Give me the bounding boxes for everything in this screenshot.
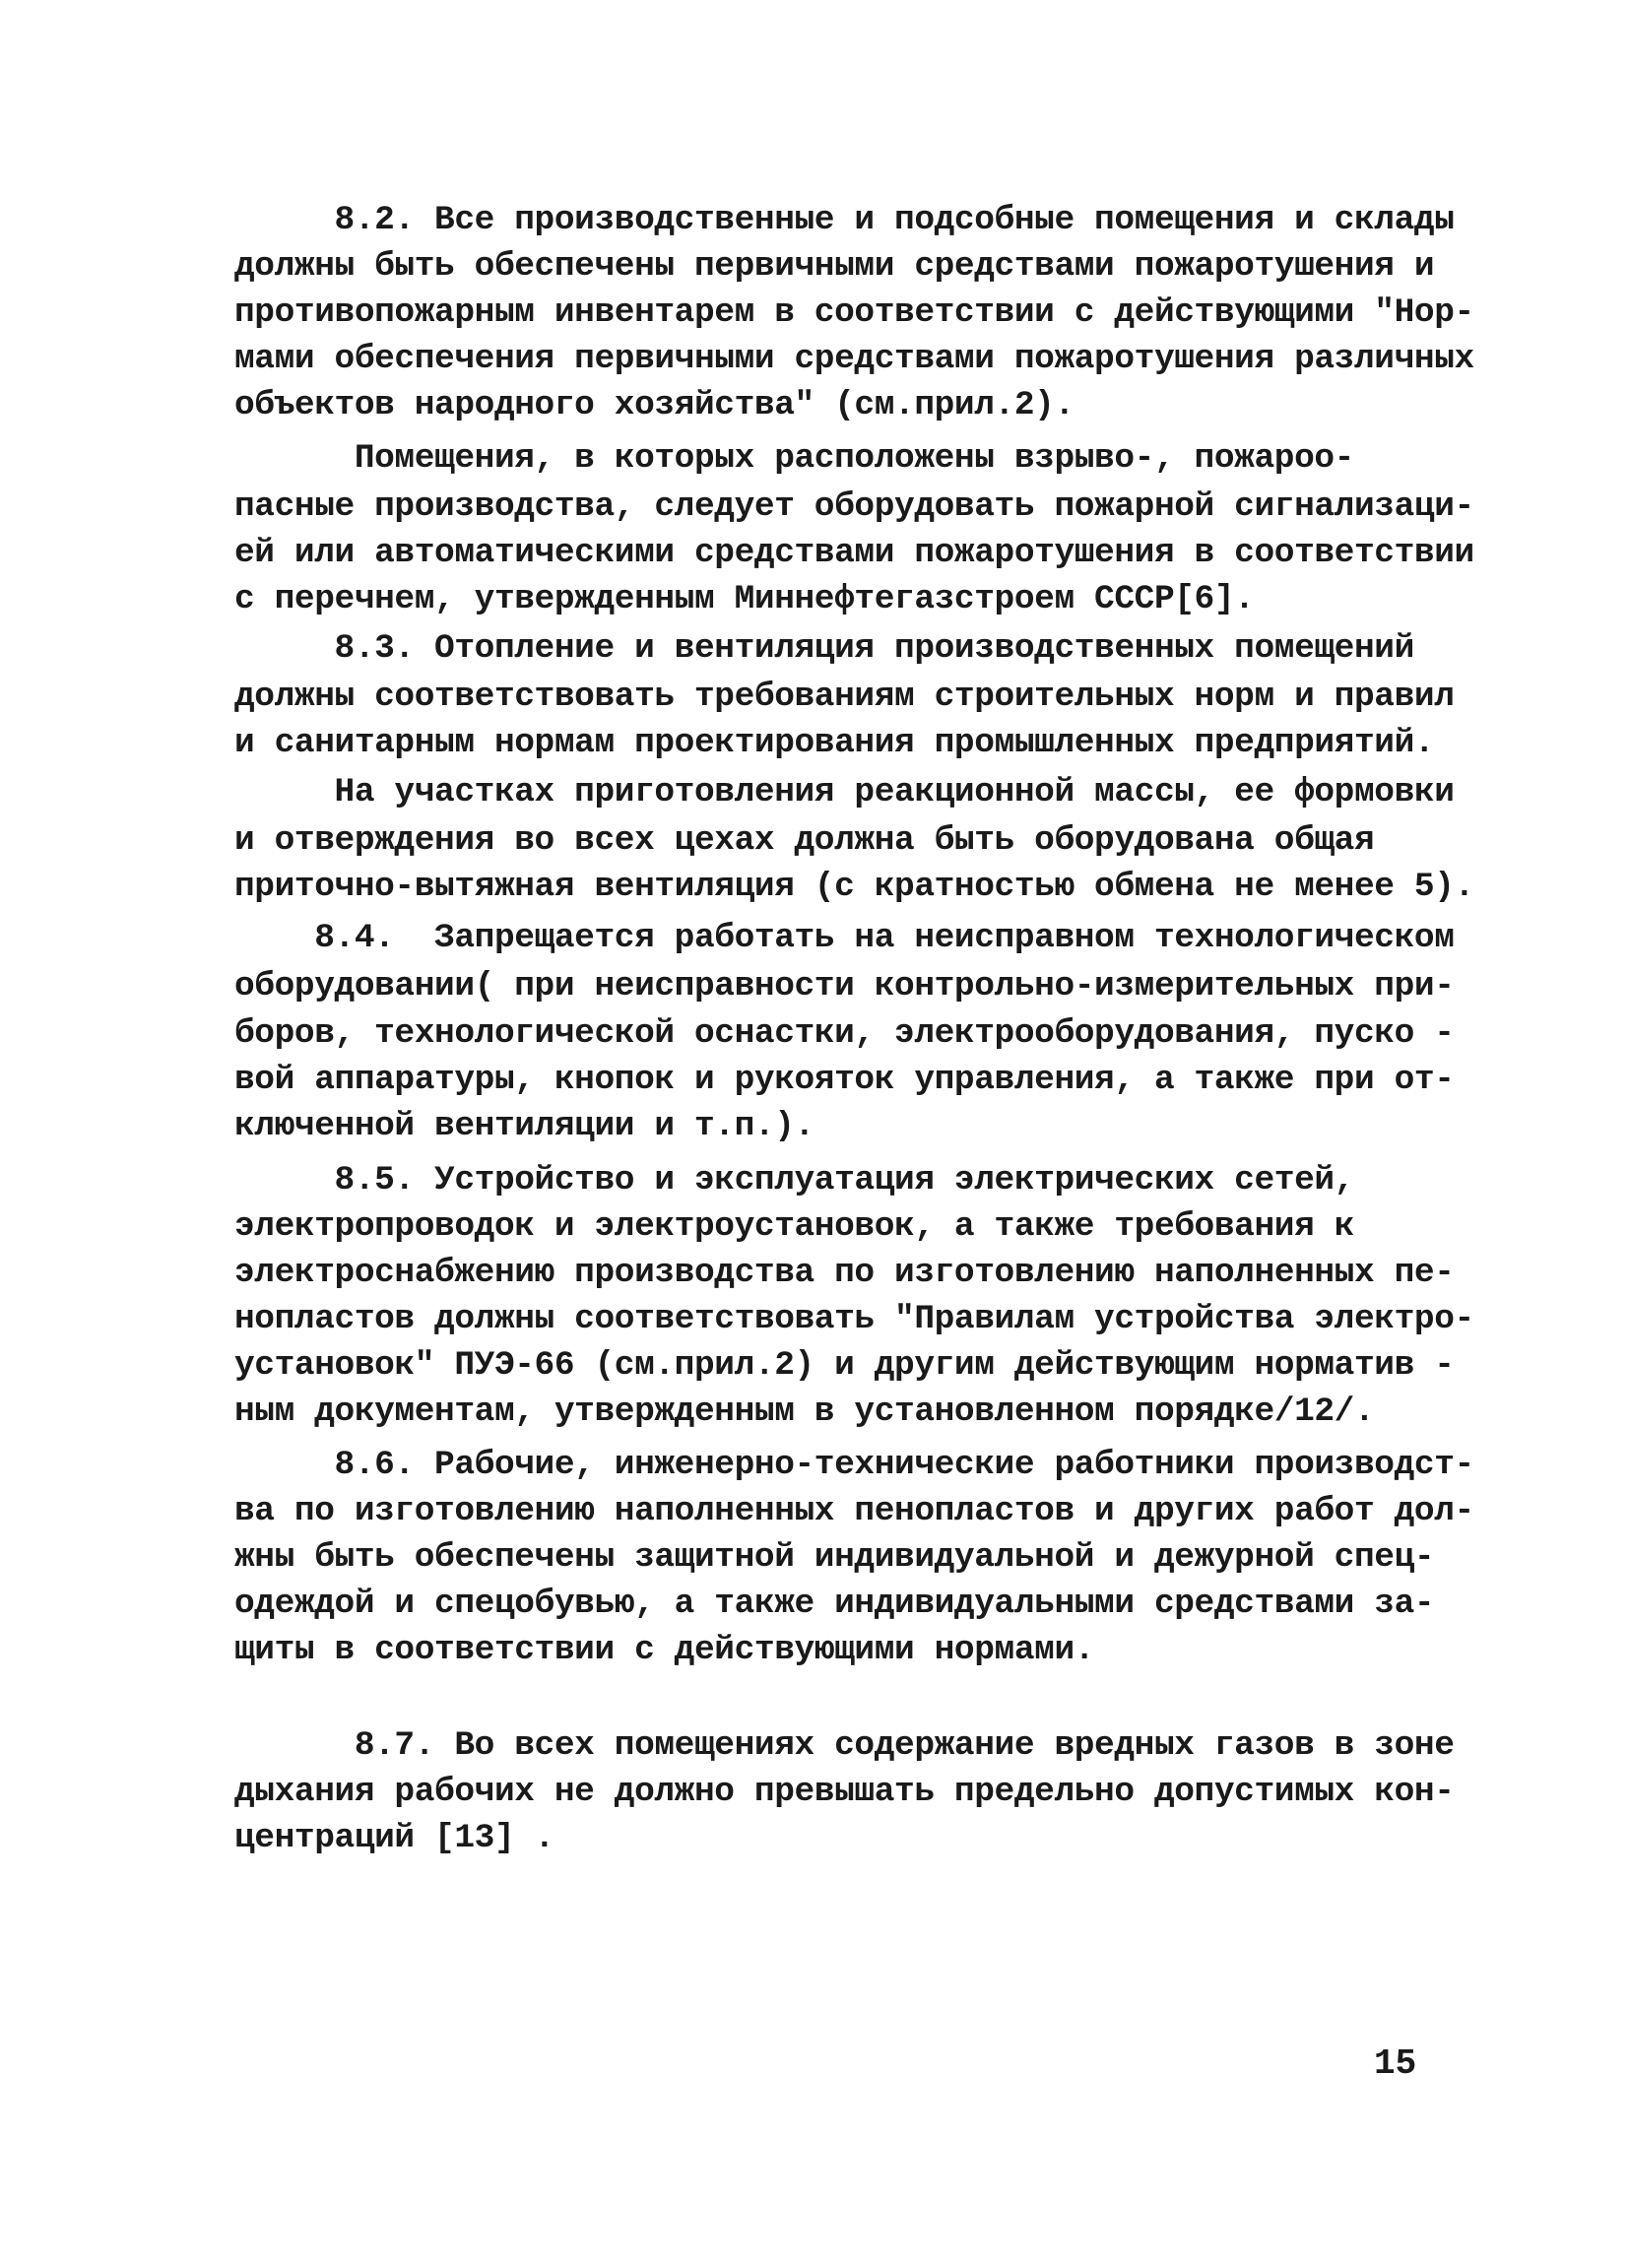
text-line: 8.3. Отопление и вентиляция производственных помещений [234,629,1414,668]
text-line: пасные производства, следует оборудовать пожарной сигнализаци- [234,487,1474,526]
text-line: электроснабжению производства по изготовлению наполненных пе- [234,1254,1455,1292]
text-line: дыхания рабочих не должно превышать предельно допустимых кон- [234,1773,1455,1811]
text-line: оборудовании( при неисправности контрольно-измерительных при- [234,967,1455,1005]
text-line: ей или автоматическими средствами пожаротушения в соответствии [234,534,1474,572]
text-line: мами обеспечения первичными средствами пожаротушения различных [234,340,1474,378]
text-line: с перечнем, утвержденным Миннефтегазстроем СССР[6]. [234,580,1255,618]
text-line: электропроводок и электроустановок, а также требования к [234,1207,1354,1246]
text-line: и отверждения во всех цехах должна быть оборудована общая [234,821,1375,860]
page-number: 15 [1374,2043,1417,2084]
text-line: Помещения, в которых расположены взрыво-, пожароо- [234,439,1354,478]
text-line: и санитарным нормам проектирования промышленных предприятий. [234,724,1435,762]
text-line: щиты в соответствии с действующими нормами. [234,1631,1095,1669]
text-line: На участках приготовления реакционной массы, ее формовки [234,773,1455,811]
text-line: боров, технологической оснастки, электрооборудования, пуско - [234,1014,1455,1053]
text-line: ва по изготовлению наполненных пенопластов и других работ дол- [234,1492,1474,1530]
text-line: вой аппаратуры, кнопок и рукояток управления, а также при от- [234,1061,1455,1099]
text-line: нопластов должны соответствовать "Правилам устройства электро- [234,1300,1474,1338]
text-line: 8.4. Запрещается работать на неисправном технологическом [234,919,1455,957]
text-line: установок" ПУЭ-66 (см.прил.2) и другим действующим норматив - [234,1346,1455,1385]
text-line: 8.6. Рабочие, инженерно-технические работники производст- [234,1446,1474,1484]
text-line: должны быть обеспечены первичными средствами пожаротушения и [234,247,1435,286]
text-line: приточно-вытяжная вентиляция (с кратностью обмена не менее 5). [234,868,1474,906]
text-line: ным документам, утвержденным в установленном порядке/12/. [234,1393,1375,1431]
text-line: 8.2. Все производственные и подсобные помещения и склады [234,201,1455,239]
text-line: противопожарным инвентарем в соответствии с действующими "Нор- [234,293,1474,332]
text-line: 8.5. Устройство и эксплуатация электрических сетей, [234,1161,1354,1199]
text-line: 8.7. Во всех помещениях содержание вредных газов в зоне [234,1726,1455,1765]
text-line: одеждой и спецобувью, а также индивидуальными средствами за- [234,1585,1435,1623]
text-line: ключенной вентиляции и т.п.). [234,1107,814,1145]
text-line: центраций [13] . [234,1819,554,1857]
text-line: жны быть обеспечены защитной индивидуальной и дежурной спец- [234,1538,1435,1577]
text-line: объектов народного хозяйства" (см.прил.2). [234,386,1075,424]
text-line: должны соответствовать требованиям строительных норм и правил [234,678,1455,716]
